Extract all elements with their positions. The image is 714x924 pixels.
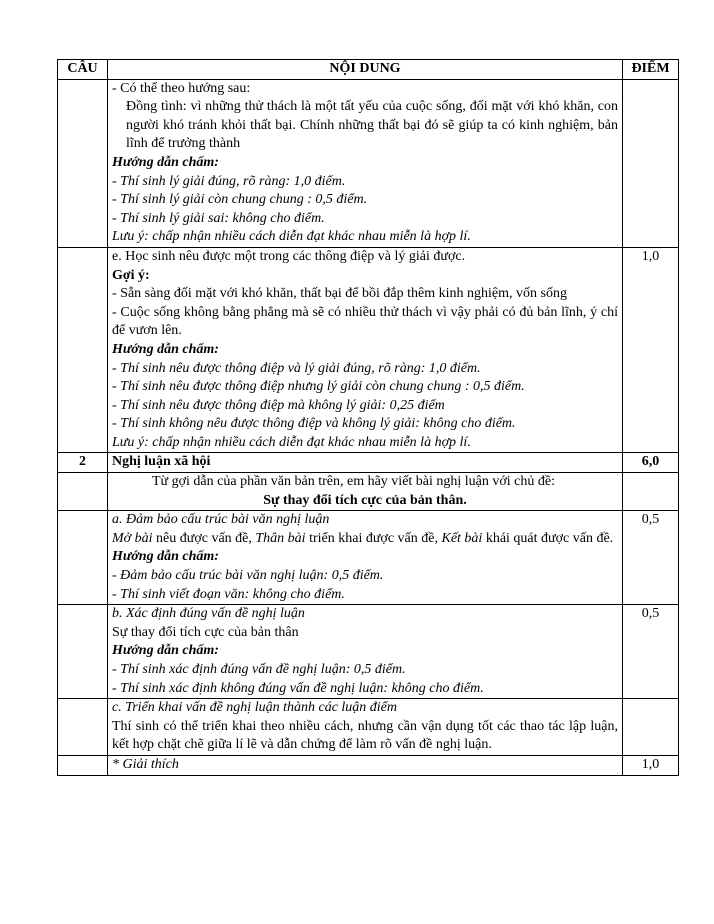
- text-line: - Đảm bảo cấu trúc bài văn nghị luận: 0,5 điểm.: [112, 568, 384, 584]
- grading-guide-heading: Hướng dẫn chấm:: [112, 154, 219, 170]
- table-row: [58, 511, 679, 605]
- cau-cell: [58, 511, 108, 605]
- note-line: Lưu ý: chấp nhận nhiều cách diễn đạt khác nhau miễn là hợp lí.: [112, 229, 471, 245]
- table-row: [58, 473, 679, 511]
- text-line: - Thí sinh viết đoạn văn: không cho điểm.: [112, 586, 345, 602]
- criterion-heading: b. Xác định đúng vấn đề nghị luận: [112, 606, 305, 622]
- content-cell: [108, 473, 623, 511]
- content-cell: [108, 699, 623, 756]
- sub-item: * Giải thích: [108, 755, 623, 775]
- hint-heading: Gợi ý:: [112, 267, 150, 283]
- table-row: [58, 699, 679, 756]
- text-line: - Thí sinh lý giải sai: không cho điểm.: [112, 210, 325, 226]
- criterion-heading: c. Triển khai vấn đề nghị luận thành các luận điểm: [112, 700, 398, 716]
- mo-bai-label: Mở bài: [112, 530, 153, 546]
- than-bai-label: Thân bài: [255, 530, 306, 546]
- text-line: - Thí sinh nêu được thông điệp nhưng lý giải còn chung chung : 0,5 điểm.: [112, 379, 525, 395]
- content-cell: [108, 247, 623, 453]
- cau-cell: 2: [58, 453, 108, 473]
- header-diem: ĐIỂM: [623, 60, 679, 80]
- text-line: - Thí sinh nêu được thông điệp mà không lý giải: 0,25 điểm: [112, 397, 445, 413]
- grading-table: [57, 59, 679, 776]
- text-line: - Thí sinh nêu được thông điệp và lý giải đúng, rõ ràng: 1,0 điểm.: [112, 360, 481, 376]
- cau-cell: [58, 699, 108, 756]
- content-cell: [108, 605, 623, 699]
- diem-cell: 0,5: [623, 511, 679, 605]
- text-line: Đồng tình: vì những thử thách là một tất yếu của cuộc sống, đối mặt với khó khăn, con người khó tránh khỏi thất bại. Chính những thất bại đó sẽ giúp ta có kinh nghiệm, bản lĩnh để trưởng thành: [126, 99, 618, 152]
- table-row: [58, 605, 679, 699]
- text-line: - Có thể theo hướng sau:: [112, 80, 251, 96]
- grading-guide-heading: Hướng dẫn chấm:: [112, 341, 219, 357]
- text-line: - Cuộc sống không bằng phẳng mà sẽ có nhiều thử thách vì vậy phải có đủ bản lĩnh, ý chí để vươn lên.: [112, 304, 618, 339]
- section-title: Nghị luận xã hội: [108, 453, 623, 473]
- text-fragment: nêu được vấn đề,: [152, 530, 256, 546]
- cau-cell: [58, 473, 108, 511]
- diem-cell: 1,0: [623, 755, 679, 775]
- header-row: [58, 60, 679, 80]
- table-row: [58, 755, 679, 775]
- table-row: [58, 79, 679, 247]
- grading-guide-heading: Hướng dẫn chấm:: [112, 643, 219, 659]
- text-fragment: khái quát được vấn đề.: [482, 530, 614, 546]
- header-noi-dung: NỘI DUNG: [108, 60, 623, 80]
- topic-title: Sự thay đổi tích cực của bản thân.: [263, 492, 467, 508]
- text-line: - Sẵn sàng đối mặt với khó khăn, thất bại để bồi đắp thêm kinh nghiệm, vốn sống: [112, 286, 567, 302]
- text-line: - Thí sinh lý giải đúng, rõ ràng: 1,0 điểm.: [112, 173, 346, 189]
- diem-cell: 1,0: [623, 247, 679, 453]
- text-line: Thí sinh có thể triển khai theo nhiều cách, nhưng cần vận dụng tốt các thao tác lập luận, kết hợp chặt chẽ giữa lí lẽ và dẫn chứng để làm rõ vấn đề nghị luận.: [112, 718, 618, 753]
- text-line: [112, 530, 618, 549]
- text-line: - Thí sinh không nêu được thông điệp và không lý giải: không cho điểm.: [112, 416, 516, 432]
- diem-cell: [623, 79, 679, 247]
- text-line: - Thí sinh xác định không đúng vấn đề nghị luận: không cho điểm.: [112, 680, 484, 696]
- header-cau: CÂU: [58, 60, 108, 80]
- diem-cell: 0,5: [623, 605, 679, 699]
- content-cell: [108, 511, 623, 605]
- table-row: [58, 247, 679, 453]
- text-line: e. Học sinh nêu được một trong các thông điệp và lý giải được.: [112, 248, 466, 264]
- note-line: Lưu ý: chấp nhận nhiều cách diễn đạt khác nhau miễn là hợp lí.: [112, 434, 471, 450]
- grading-guide-heading: Hướng dẫn chấm:: [112, 549, 219, 565]
- criterion-heading: a. Đảm bảo cấu trúc bài văn nghị luận: [112, 512, 330, 528]
- cau-cell: [58, 247, 108, 453]
- diem-cell: [623, 473, 679, 511]
- cau-cell: [58, 605, 108, 699]
- content-cell: [108, 79, 623, 247]
- table-row: [58, 453, 679, 473]
- ket-bai-label: Kết bài: [441, 530, 483, 546]
- text-fragment: triển khai được vấn đề,: [305, 530, 442, 546]
- text-line: Sự thay đổi tích cực của bản thân: [112, 624, 299, 640]
- cau-cell: [58, 79, 108, 247]
- text-line: - Thí sinh xác định đúng vấn đề nghị luận: 0,5 điểm.: [112, 662, 406, 677]
- diem-cell: 6,0: [623, 453, 679, 473]
- diem-cell: [623, 699, 679, 756]
- text-line: - Thí sinh lý giải còn chung chung : 0,5 điểm.: [112, 192, 368, 208]
- prompt-text: Từ gợi dẫn của phần văn bản trên, em hãy viết bài nghị luận với chủ đề:: [152, 474, 555, 490]
- cau-cell: [58, 755, 108, 775]
